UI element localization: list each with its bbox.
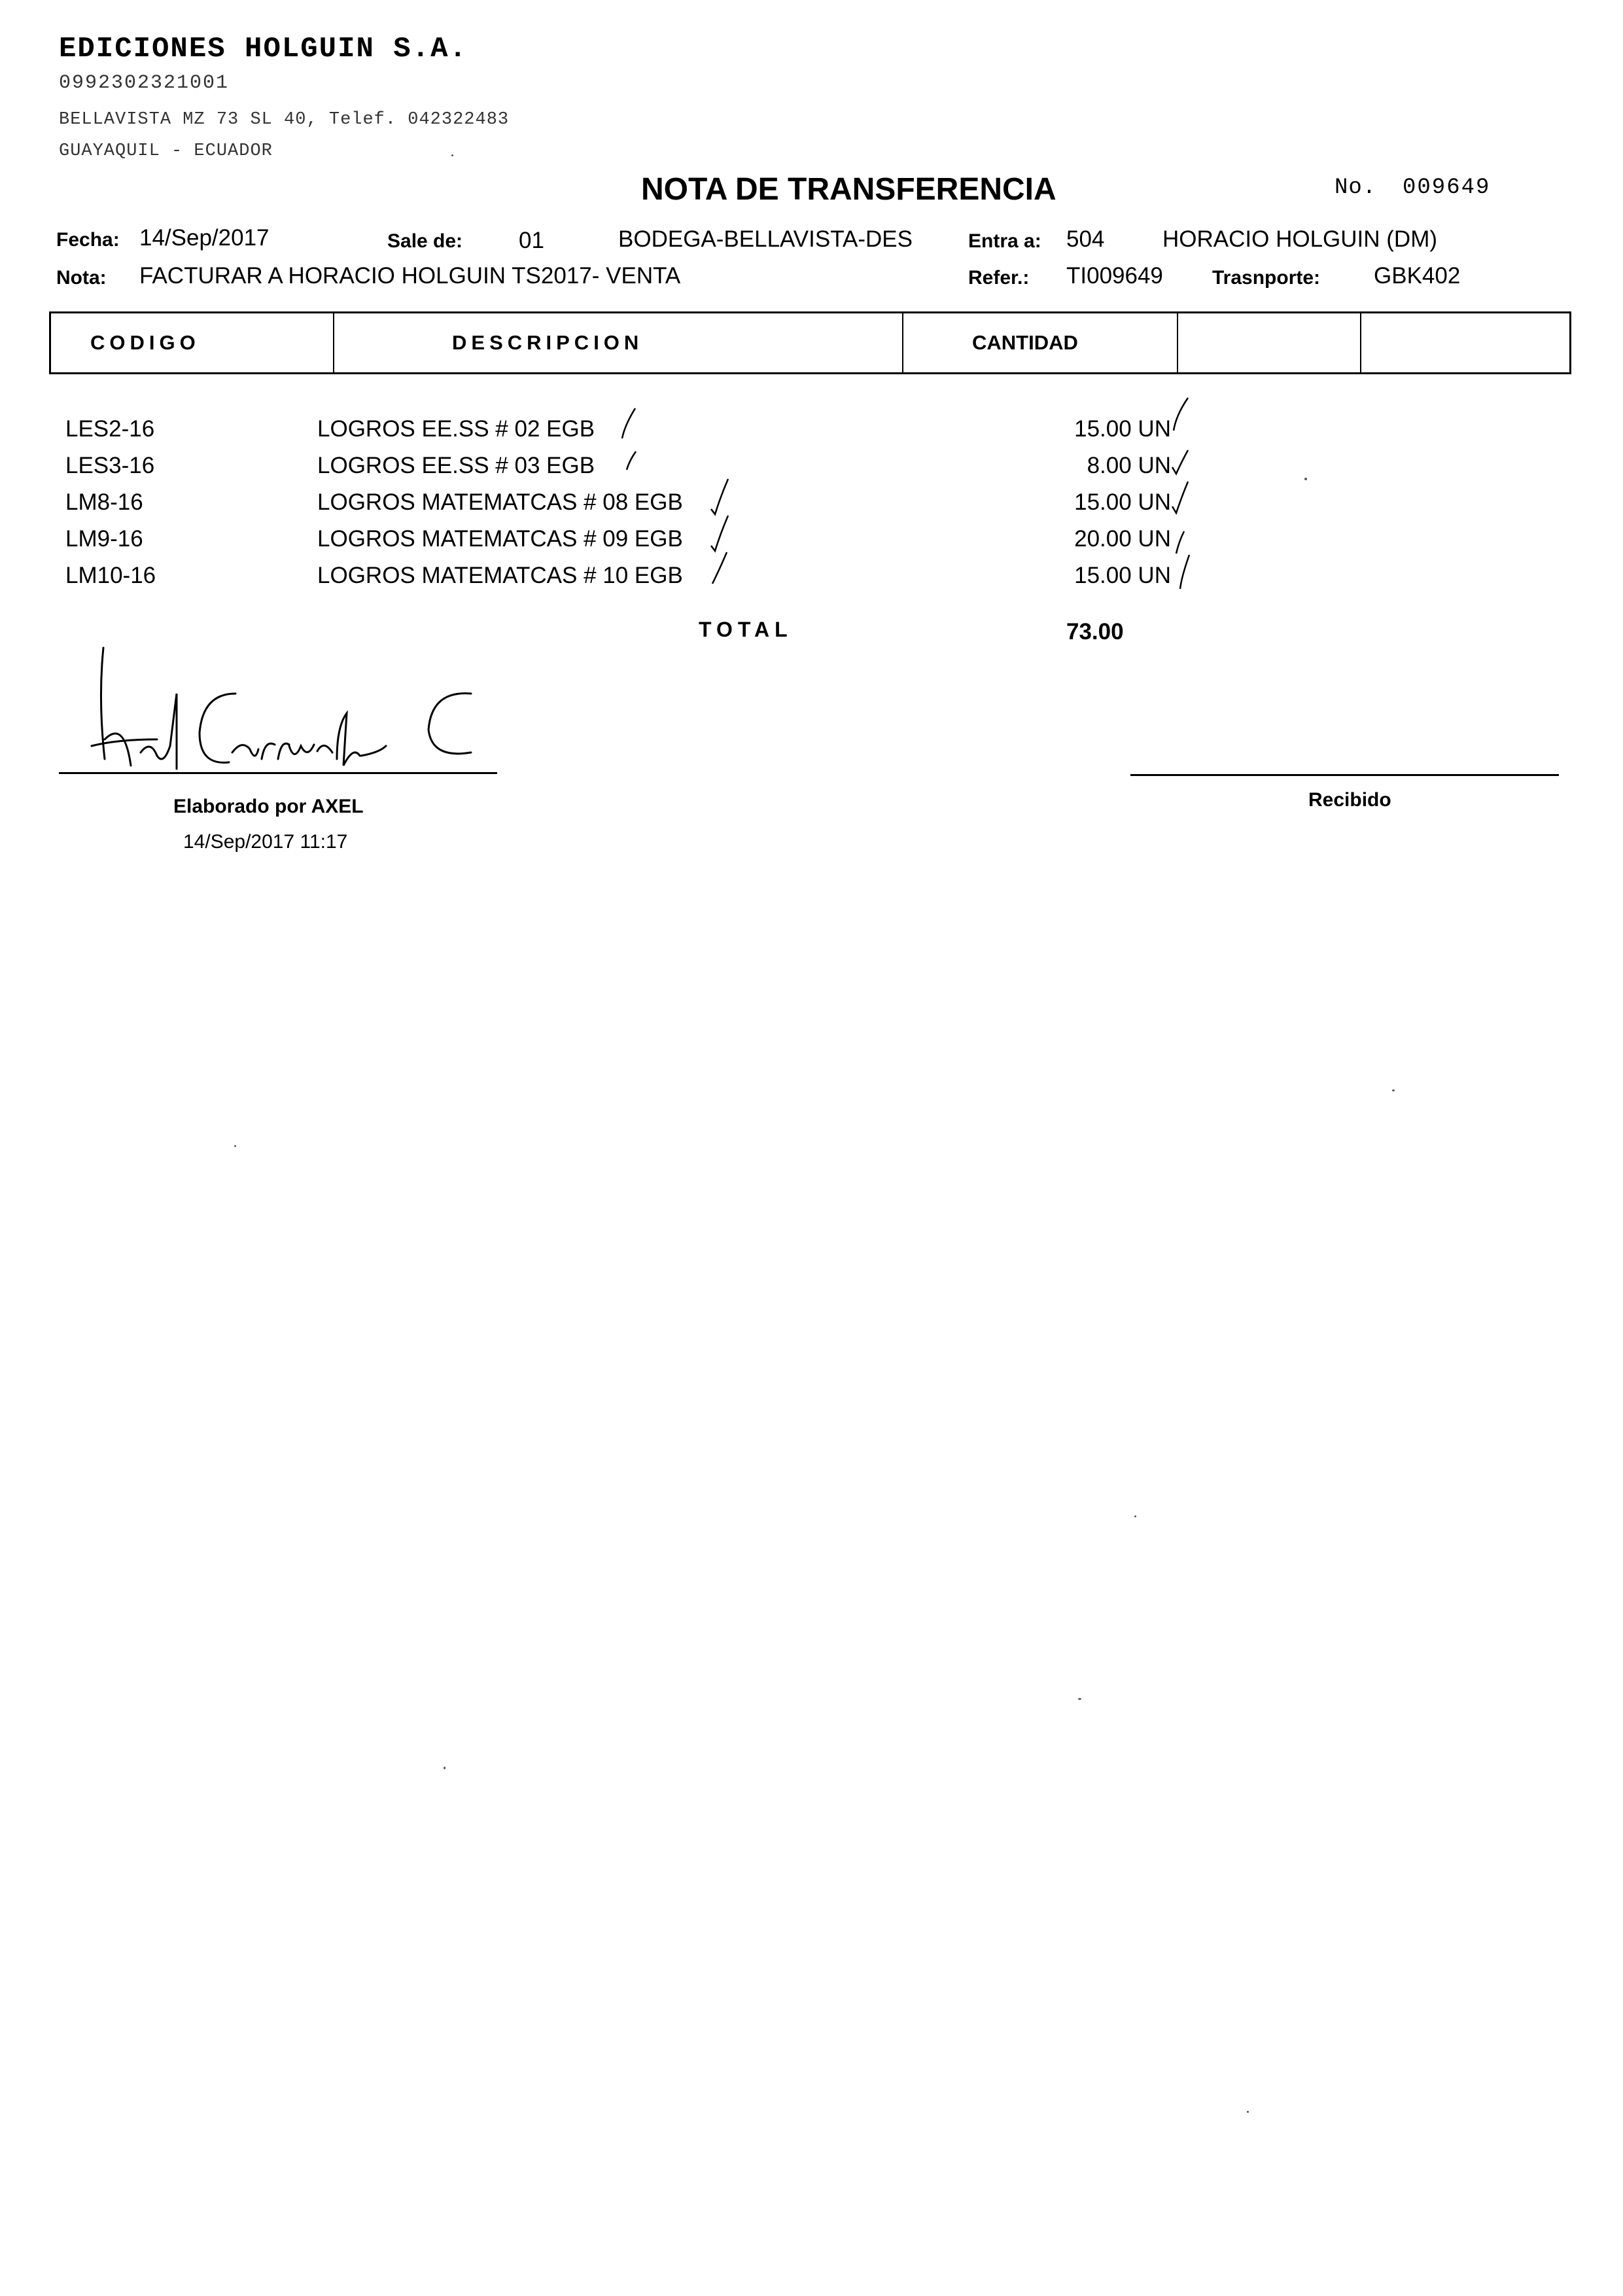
scan-speck bbox=[1247, 2111, 1249, 2113]
row-quantity: 15.00 UN bbox=[1074, 489, 1171, 515]
entra-a-name: HORACIO HOLGUIN (DM) bbox=[1162, 226, 1437, 252]
row-quantity: 15.00 UN bbox=[1074, 563, 1171, 588]
scan-speck bbox=[1392, 1089, 1395, 1091]
refer-value: TI009649 bbox=[1066, 263, 1163, 289]
total-value: 73.00 bbox=[1066, 619, 1124, 645]
row-description: LOGROS EE.SS # 02 EGB bbox=[317, 416, 595, 442]
checkmark-icon bbox=[710, 551, 729, 590]
row-code: LM9-16 bbox=[65, 526, 143, 552]
company-address: BELLAVISTA MZ 73 SL 40, Telef. 042322483 bbox=[59, 110, 510, 130]
elaborado-date: 14/Sep/2017 11:17 bbox=[183, 831, 348, 853]
total-label: TOTAL bbox=[699, 618, 793, 641]
company-city: GUAYAQUIL - ECUADOR bbox=[59, 141, 273, 161]
row-description: LOGROS MATEMATCAS # 09 EGB bbox=[317, 526, 683, 552]
sale-de-code: 01 bbox=[519, 228, 544, 253]
row-description: LOGROS MATEMATCAS # 08 EGB bbox=[317, 489, 683, 515]
header-empty-1 bbox=[1178, 313, 1361, 372]
entra-a-label: Entra a: bbox=[968, 230, 1041, 252]
refer-label: Refer.: bbox=[968, 267, 1030, 289]
elaborado-por: Elaborado por AXEL bbox=[173, 796, 364, 817]
row-code: LES3-16 bbox=[65, 453, 155, 478]
nota-value: FACTURAR A HORACIO HOLGUIN TS2017- VENTA bbox=[139, 263, 681, 289]
checkmark-icon bbox=[1171, 395, 1191, 434]
checkmark-icon bbox=[1178, 551, 1197, 590]
row-code: LM8-16 bbox=[65, 489, 143, 515]
nota-label: Nota: bbox=[56, 267, 107, 289]
items-table-header bbox=[49, 311, 1571, 374]
checkmark-icon bbox=[1171, 442, 1191, 482]
recibido-label: Recibido bbox=[1308, 789, 1391, 811]
company-ruc: 0992302321001 bbox=[59, 72, 230, 94]
scan-speck bbox=[444, 1767, 445, 1769]
sale-de-label: Sale de: bbox=[387, 230, 463, 252]
checkmark-icon bbox=[710, 478, 729, 517]
scan-speck bbox=[1078, 1698, 1081, 1700]
row-description: LOGROS EE.SS # 03 EGB bbox=[317, 453, 595, 478]
header-descripcion: DESCRIPCION bbox=[334, 313, 903, 372]
fecha-value: 14/Sep/2017 bbox=[139, 225, 270, 251]
scan-speck bbox=[451, 154, 453, 156]
checkmark-icon bbox=[710, 514, 729, 554]
row-quantity: 15.00 UN bbox=[1074, 416, 1171, 442]
transporte-value: GBK402 bbox=[1374, 263, 1461, 289]
signature bbox=[79, 641, 484, 779]
row-quantity: 8.00 UN bbox=[1087, 453, 1171, 478]
sale-de-name: BODEGA-BELLAVISTA-DES bbox=[618, 226, 913, 252]
transporte-label: Trasnporte: bbox=[1212, 267, 1321, 289]
header-empty-2 bbox=[1361, 313, 1569, 372]
checkmark-icon bbox=[618, 406, 638, 445]
document-number: 009649 bbox=[1403, 175, 1491, 200]
scan-speck bbox=[1134, 1515, 1136, 1517]
row-quantity: 20.00 UN bbox=[1074, 526, 1171, 552]
company-name: EDICIONES HOLGUIN S.A. bbox=[59, 33, 468, 65]
signature-line-elaborado bbox=[59, 772, 497, 774]
checkmark-icon bbox=[621, 442, 641, 482]
row-code: LM10-16 bbox=[65, 563, 156, 588]
signature-line-recibido bbox=[1130, 774, 1559, 776]
row-code: LES2-16 bbox=[65, 416, 155, 442]
checkmark-icon bbox=[1171, 479, 1191, 518]
entra-a-code: 504 bbox=[1066, 226, 1105, 252]
scan-speck bbox=[234, 1145, 236, 1147]
header-cantidad: CANTIDAD bbox=[903, 313, 1178, 372]
document-title: NOTA DE TRANSFERENCIA bbox=[641, 172, 1056, 207]
row-description: LOGROS MATEMATCAS # 10 EGB bbox=[317, 563, 683, 588]
scan-speck bbox=[1304, 478, 1307, 480]
fecha-label: Fecha: bbox=[56, 229, 120, 251]
header-codigo: CODIGO bbox=[51, 313, 334, 372]
document-number-label: No. bbox=[1335, 175, 1377, 200]
